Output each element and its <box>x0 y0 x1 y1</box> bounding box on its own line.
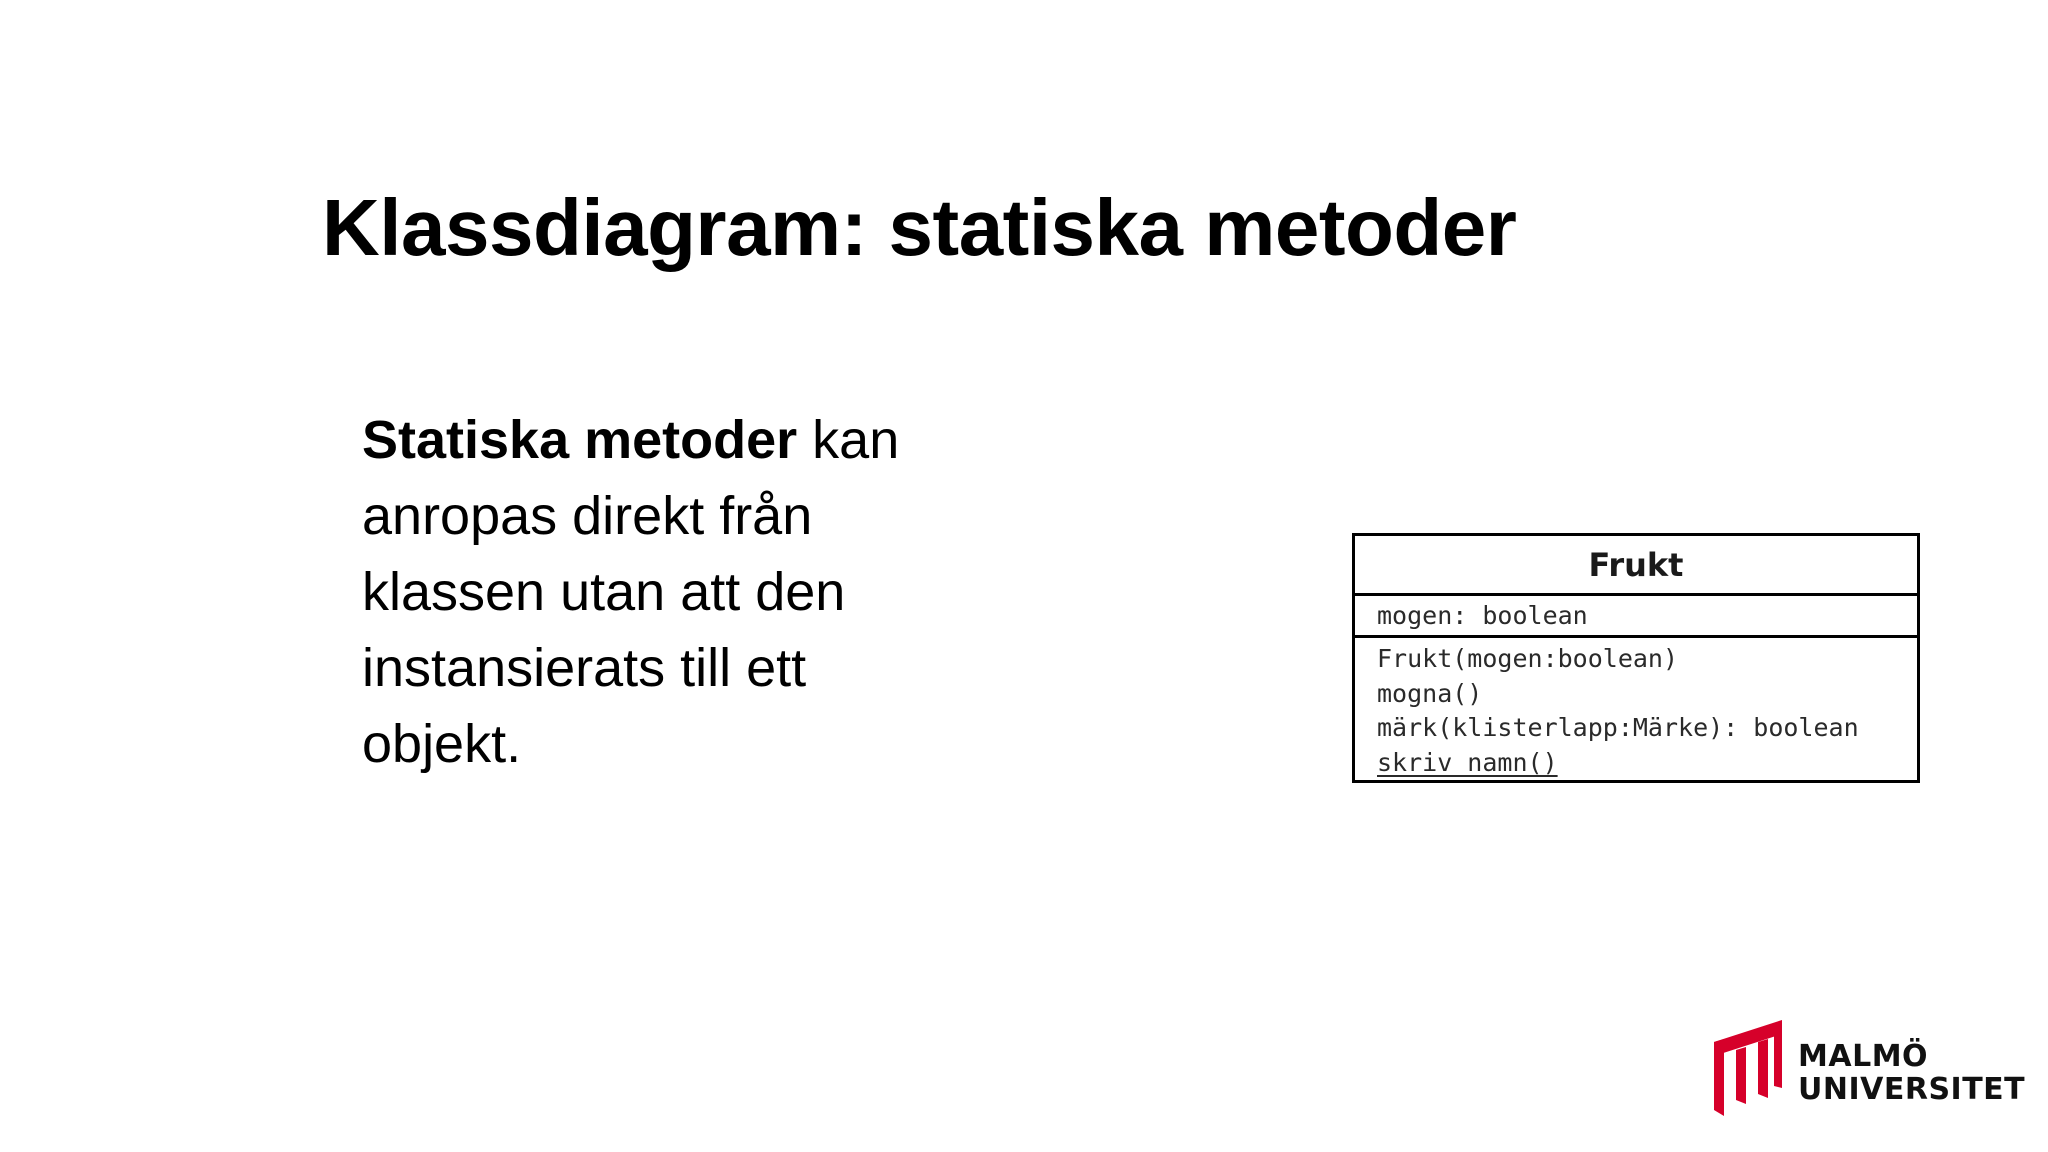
body-line-3: klassen utan att den <box>362 562 846 622</box>
logo-text-line-2: UNIVERSITET <box>1798 1072 2026 1107</box>
uml-operations <box>1355 638 1917 780</box>
uml-attributes <box>1355 596 1917 638</box>
malmo-logo-mark-icon <box>1712 1020 1786 1116</box>
uml-attribute: mogen: boolean <box>1377 601 1588 630</box>
body-line-1 <box>362 402 1002 478</box>
uml-operation-constructor: Frukt(mogen:boolean) <box>1377 644 1679 673</box>
body-line-5: objekt. <box>362 714 522 774</box>
uml-operation-mogna: mogna() <box>1377 678 1483 708</box>
uml-operation-static-skriv-namn: skriv_namn() <box>1377 747 1558 777</box>
malmo-university-logo <box>1712 1020 2026 1116</box>
uml-class-name: Frukt <box>1355 536 1917 596</box>
logo-band <box>1714 1020 1782 1056</box>
body-line-4: instansierats till ett <box>362 638 807 698</box>
logo-text-line-1: MALMÖ <box>1798 1039 1929 1074</box>
logo-wordmark <box>1798 1040 2025 1106</box>
uml-class-diagram <box>1352 533 1920 783</box>
slide-title: Klassdiagram: statiska metoder <box>322 183 1517 272</box>
uml-operation-mark: märk(klisterlapp:Märke): boolean <box>1377 713 1859 742</box>
logo-bar-1 <box>1714 1039 1724 1116</box>
logo-bar-4 <box>1774 1032 1782 1088</box>
body-line-2: anropas direkt från <box>362 486 813 546</box>
logo-bar-3 <box>1758 1039 1768 1098</box>
body-line-1-rest: kan <box>797 410 900 470</box>
slide-body-text <box>362 402 1002 782</box>
logo-bar-2 <box>1736 1047 1746 1104</box>
body-bold-lead: Statiska metoder <box>362 410 798 470</box>
